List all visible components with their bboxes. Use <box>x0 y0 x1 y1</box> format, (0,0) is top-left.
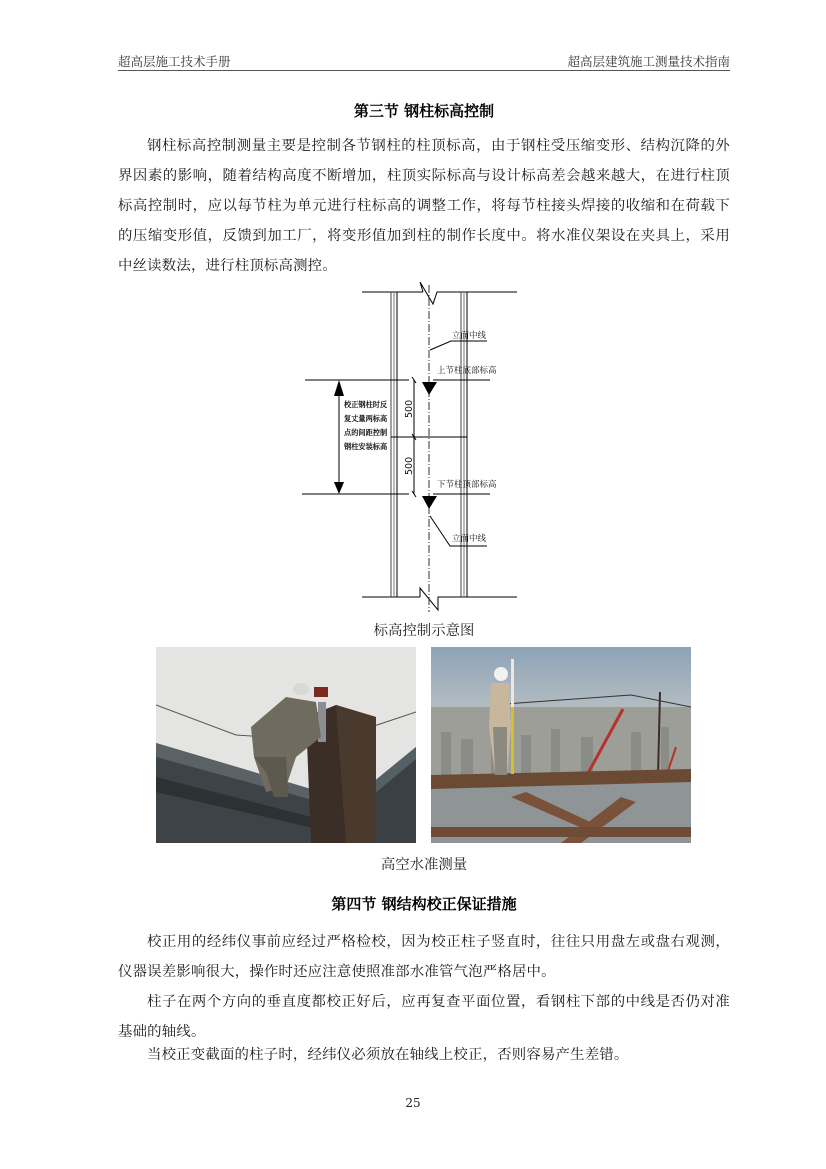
label-upper-elevation: 上节柱底部标高 <box>437 366 497 376</box>
photo-staff-on-tower <box>431 647 691 843</box>
dim-lower-500: 500 <box>404 456 415 475</box>
note-line-3: 点的间距控制 <box>344 428 388 437</box>
page-header <box>118 50 730 71</box>
note-line-4: 钢柱安装标高 <box>344 442 388 451</box>
label-top-centerline: 立面中线 <box>452 331 487 341</box>
photo-right-image <box>431 647 691 843</box>
photo-left-image <box>156 647 416 843</box>
section-4-title: 第四节 钢结构校正保证措施 <box>331 895 517 913</box>
diagram-caption: 标高控制示意图 <box>373 623 475 639</box>
section-4-paragraph-3: 当校正变截面的柱子时，经纬仪必须放在轴线上校正，否则容易产生差错。 <box>147 1047 629 1063</box>
header-chapter-title: 超高层建筑施工测量技术指南 <box>567 54 730 69</box>
header-book-title: 超高层施工技术手册 <box>118 54 231 69</box>
section-3-title: 第三节 钢柱标高控制 <box>353 102 495 120</box>
page-number: 25 <box>405 1096 421 1110</box>
section-4-paragraph-2: 柱子在两个方向的垂直度都校正好后，应再复查平面位置，看钢柱下部的中线是否仍对准基础的轴线。 <box>118 994 730 1040</box>
section-3-paragraph: 钢柱标高控制测量主要是控制各节钢柱的柱顶标高，由于钢柱受压缩变形、结构沉降的外界因素的影响，随着结构高度不断增加，柱顶实际标高与设计标高差会越来越大，在进行柱顶标高控制时，应以每节柱为单元进行柱标高的调整工作，将每节柱接头焊接的收缩和在荷载下的压缩变形值，反馈到加工厂，将变形值加到柱的制作长度中。将水准仪架设在夹具上，采用中丝读数法，进行柱顶标高测控。 <box>118 138 730 274</box>
label-lower-elevation: 下节柱顶部标高 <box>437 480 497 490</box>
note-line-1: 校正钢柱时反 <box>344 400 388 409</box>
elevation-control-diagram <box>300 282 530 612</box>
section-4-paragraph-1: 校正用的经纬仪事前应经过严格检校，因为校正柱子竖直时，往往只用盘左或盘右观测，仪器误差影响很大，操作时还应注意使照准部水准管气泡严格居中。 <box>118 934 730 980</box>
dim-upper-500: 500 <box>404 399 415 418</box>
label-bottom-centerline: 立面中线 <box>452 534 487 544</box>
note-line-2: 复丈量两标高 <box>344 414 388 423</box>
photos-caption: 高空水准测量 <box>380 857 468 873</box>
photo-level-on-column <box>156 647 416 843</box>
